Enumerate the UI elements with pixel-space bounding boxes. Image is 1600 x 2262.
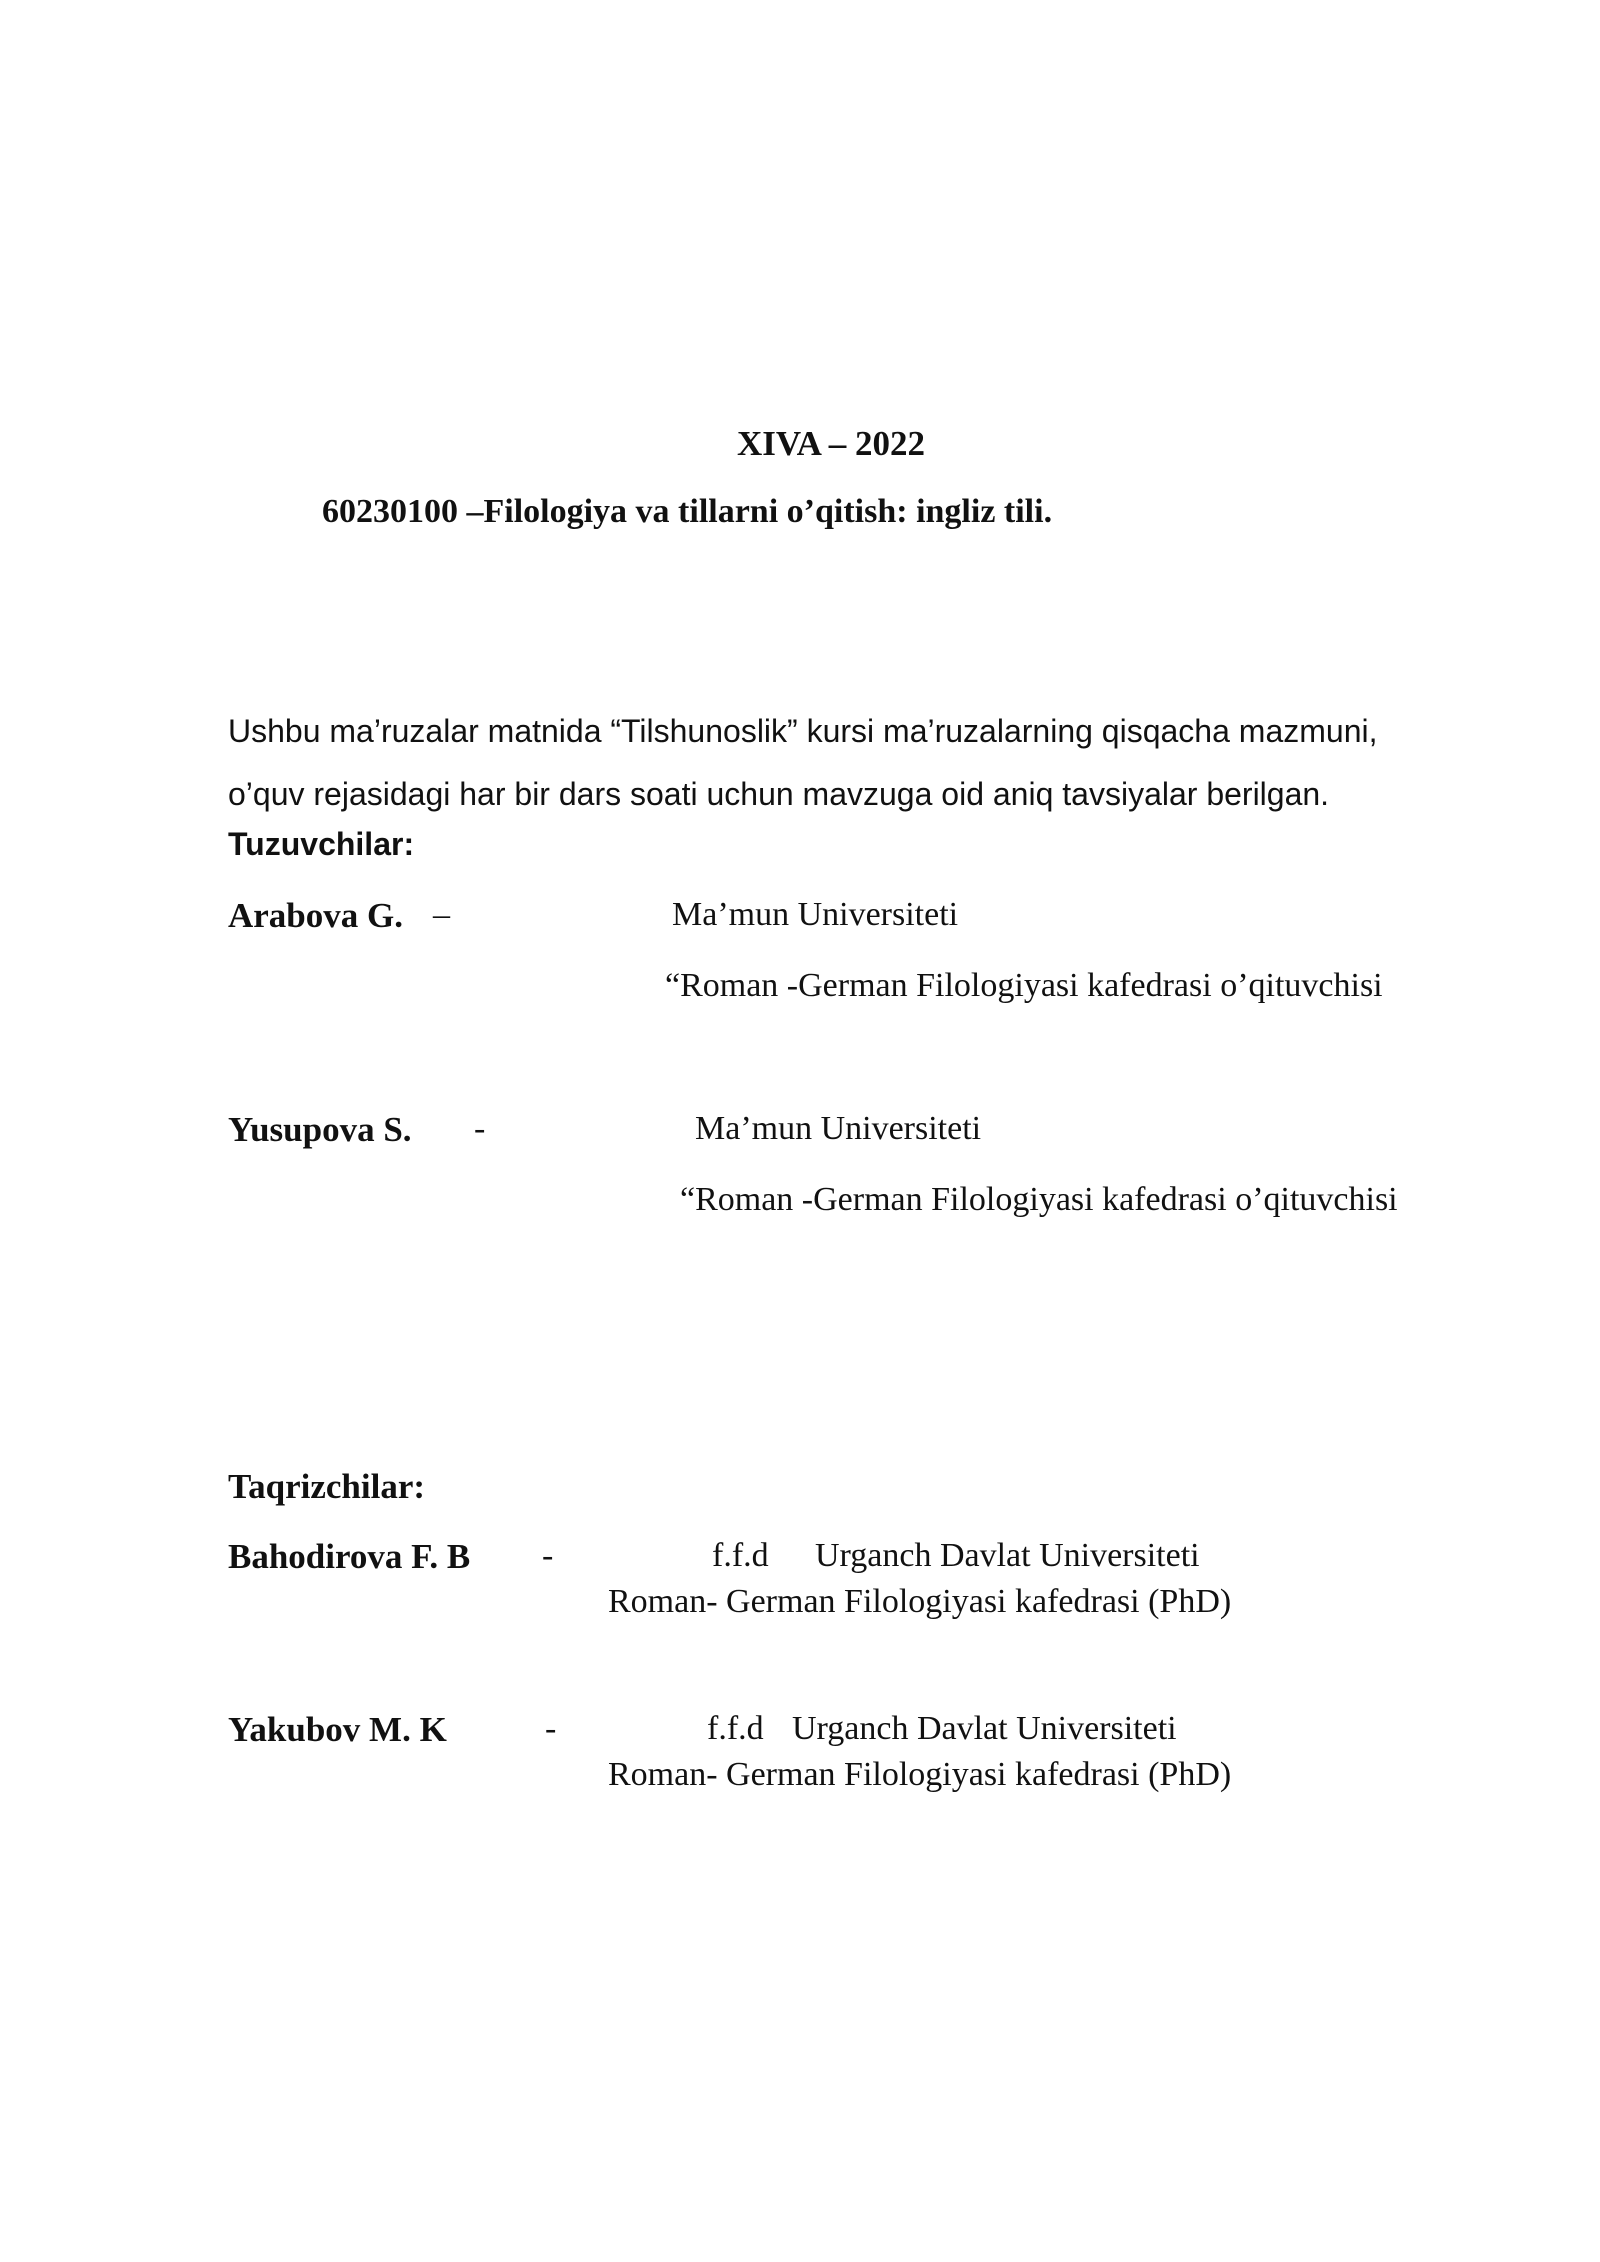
description-paragraph xyxy=(228,700,1518,826)
reviewer-separator: - xyxy=(542,1537,554,1574)
reviewer-university: Urganch Davlat Universiteti xyxy=(815,1537,1200,1574)
author-affiliation-department: “Roman -German Filologiyasi kafedrasi o’qituvchisi xyxy=(680,1181,1398,1218)
reviewer-name: Bahodirova F. B xyxy=(228,1537,471,1576)
description-line: o’quv rejasidagi har bir dars soati uchun mavzuga oid aniq tavsiyalar berilgan. xyxy=(228,776,1330,812)
program-title: 60230100 –Filologiya va tillarni o’qitish: ingliz tili. xyxy=(322,493,1053,530)
reviewer-degree: f.f.d xyxy=(712,1537,769,1574)
description-line: Ushbu ma’ruzalar matnida “Tilshunoslik” kursi ma’ruzalarning qisqacha mazmuni, xyxy=(228,713,1378,749)
reviewer-separator: - xyxy=(545,1710,557,1747)
reviewer-department: Roman- German Filologiyasi kafedrasi (PhD) xyxy=(608,1756,1232,1793)
reviewer-university: Urganch Davlat Universiteti xyxy=(792,1710,1177,1747)
author-affiliation-university: Ma’mun Universiteti xyxy=(672,896,959,933)
reviewer-name: Yakubov M. K xyxy=(228,1710,447,1749)
authors-heading: Tuzuvchilar: xyxy=(228,826,415,862)
author-separator: – xyxy=(433,896,450,933)
author-name: Yusupova S. xyxy=(228,1110,412,1149)
author-affiliation-university: Ma’mun Universiteti xyxy=(695,1110,982,1147)
reviewers-heading: Taqrizchilar: xyxy=(228,1467,426,1506)
reviewer-department: Roman- German Filologiyasi kafedrasi (PhD) xyxy=(608,1583,1232,1620)
reviewer-degree: f.f.d xyxy=(707,1710,764,1747)
author-affiliation-department: “Roman -German Filologiyasi kafedrasi o’qituvchisi xyxy=(665,967,1383,1004)
city-year-heading: XIVA – 2022 xyxy=(736,424,925,463)
author-separator: - xyxy=(474,1110,486,1147)
author-name: Arabova G. xyxy=(228,896,403,935)
